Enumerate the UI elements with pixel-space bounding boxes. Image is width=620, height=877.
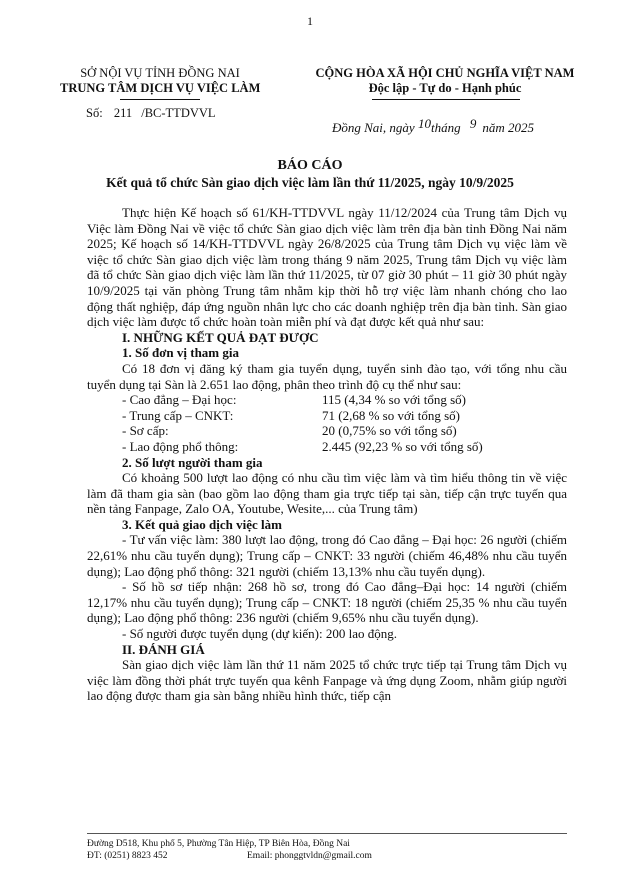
agency-parent: SỞ NỘI VỤ TỈNH ĐỒNG NAI xyxy=(80,66,240,80)
level-label: - Sơ cấp: xyxy=(122,423,169,439)
date-year: năm 2025 xyxy=(482,120,534,135)
date-day: 10 xyxy=(417,116,431,131)
section-1-3-paragraph-2: - Số hồ sơ tiếp nhận: 268 hồ sơ, trong đó Cao đẳng–Đại học: 14 người (chiếm 12,17% nhu cầu tuyển dụng); Trung cấp – CNKT: 18 người (chiếm 25,35 % nhu cầu tuyển dụng); Lao động phổ thông: 236 người (chiếm 9,65% nhu cầu tuyển dụng). xyxy=(87,579,567,626)
number-value: 211 xyxy=(113,106,133,120)
date-month: 9 xyxy=(469,116,477,131)
document-date xyxy=(332,116,534,135)
report-subtitle: Kết quả tổ chức Sàn giao dịch việc làm lần thứ 11/2025, ngày 10/9/2025 xyxy=(106,175,514,190)
document-number xyxy=(86,106,216,121)
footer xyxy=(87,838,567,862)
number-suffix: /BC-TTDVVL xyxy=(141,106,216,120)
section-1-1-heading: 1. Số đơn vị tham gia xyxy=(122,345,239,361)
number-prefix: Số: xyxy=(86,106,103,120)
agency-underline xyxy=(120,99,200,100)
national-title: CỘNG HÒA XÃ HỘI CHỦ NGHĨA VIỆT NAM xyxy=(315,66,575,80)
report-title: BÁO CÁO xyxy=(277,158,343,173)
motto-underline xyxy=(372,99,520,100)
section-1-3-paragraph-1: - Tư vấn việc làm: 380 lượt lao động, trong đó Cao đẳng – Đại học: 26 người (chiếm 22,61% nhu cầu tuyển dụng); Trung cấp – CNKT: 33 người (chiếm 46,48% nhu cầu tuyển dụng); Lao động phổ thông: 321 người (chiếm 13,13% nhu cầu tuyển dụng). xyxy=(87,532,567,579)
level-value: 115 (4,34 % so với tổng số) xyxy=(322,392,466,408)
level-label: - Cao đẳng – Đại học: xyxy=(122,392,237,408)
section-1-1-text: Có 18 đơn vị đăng ký tham gia tuyển dụng, tuyển sinh đào tạo, với tổng nhu cầu tuyển dụng tại Sàn là 2.651 lao động, phân theo trình độ cụ thể như sau: xyxy=(87,360,567,392)
intro-paragraph: Thực hiện Kế hoạch số 61/KH-TTDVVL ngày 11/12/2024 của Trung tâm Dịch vụ Việc làm Đồng Nai về việc tổ chức Sàn giao dịch việc làm trên địa bàn tỉnh Đồng Nai năm 2025; Kế hoạch số 14/KH-TTDVVL ngày 26/8/2025 của Trung tâm Dịch vụ việc làm về việc tổ chức Sàn giao dịch việc làm trong tháng 9 năm 2025, Trung tâm Dịch vụ việc làm đã tổ chức Sàn giao dịch việc làm lần thứ 11/2025, từ 07 giờ 30 phút – 11 giờ 30 phút ngày 10/9/2025 tại văn phòng Trung tâm nhằm kịp thời hỗ trợ việc làm nhanh chóng cho lao động thất nghiệp, đáp ứng nguồn nhân lực cho các doanh nghiệp trên địa bàn tỉnh. Sàn giao dịch việc làm được tổ chức hoàn toàn miễn phí và đạt được kết quả như sau: xyxy=(87,205,567,330)
level-row xyxy=(87,439,567,455)
footer-address: Đường D518, Khu phố 5, Phường Tân Hiệp, TP Biên Hòa, Đồng Nai xyxy=(87,839,350,849)
level-value: 71 (2,68 % so với tổng số) xyxy=(322,407,460,423)
level-value: 2.445 (92,23 % so với tổng số) xyxy=(322,438,483,454)
level-label: - Lao động phổ thông: xyxy=(122,438,239,454)
footer-email: Email: phonggtvldn@gmail.com xyxy=(247,851,372,861)
section-2-text: Sàn giao dịch việc làm lần thứ 11 năm 2025 tổ chức trực tiếp tại Trung tâm Dịch vụ việc làm đồng thời phát trực tuyến qua kênh Fanpage và ứng dụng Zoom, nhằm giúp người lao động được tham gia sàn bằng nhiều hình thức, tiếp cận xyxy=(87,657,567,704)
footer-contacts xyxy=(87,850,567,862)
agency-name: TRUNG TÂM DỊCH VỤ VIỆC LÀM xyxy=(60,81,261,95)
footer-phone: ĐT: (0251) 8823 452 xyxy=(87,851,168,861)
level-value: 20 (0,75% so với tổng số) xyxy=(322,423,457,439)
section-1-3-paragraph-3: - Số người được tuyển dụng (dự kiến): 200 lao động. xyxy=(122,626,397,642)
page-number: 1 xyxy=(307,14,313,28)
level-row xyxy=(87,423,567,439)
level-row xyxy=(87,408,567,424)
date-month-label: tháng xyxy=(430,120,461,135)
section-1-2-text: Có khoảng 500 lượt lao động có nhu cầu tìm việc làm và tìm hiểu thông tin về việc làm đã tham gia sàn (bao gồm lao động tham gia trực tiếp tại sàn, tiếp cận trực tuyến qua nền tảng Fanpage, Zalo OA, Youtube, Wesite,... của Trung tâm) xyxy=(87,470,567,517)
national-motto: Độc lập - Tự do - Hạnh phúc xyxy=(368,81,522,95)
report-body xyxy=(87,205,567,704)
section-1-3-heading: 3. Kết quả giao dịch việc làm xyxy=(122,516,282,532)
level-row xyxy=(87,392,567,408)
section-1-heading: I. NHỮNG KẾT QUẢ ĐẠT ĐƯỢC xyxy=(122,329,319,345)
section-1-2-heading: 2. Số lượt người tham gia xyxy=(122,454,263,470)
section-2-heading: II. ĐÁNH GIÁ xyxy=(122,641,205,657)
date-prefix: Đồng Nai, ngày xyxy=(332,120,415,135)
level-label: - Trung cấp – CNKT: xyxy=(122,407,234,423)
footer-divider xyxy=(87,833,567,834)
